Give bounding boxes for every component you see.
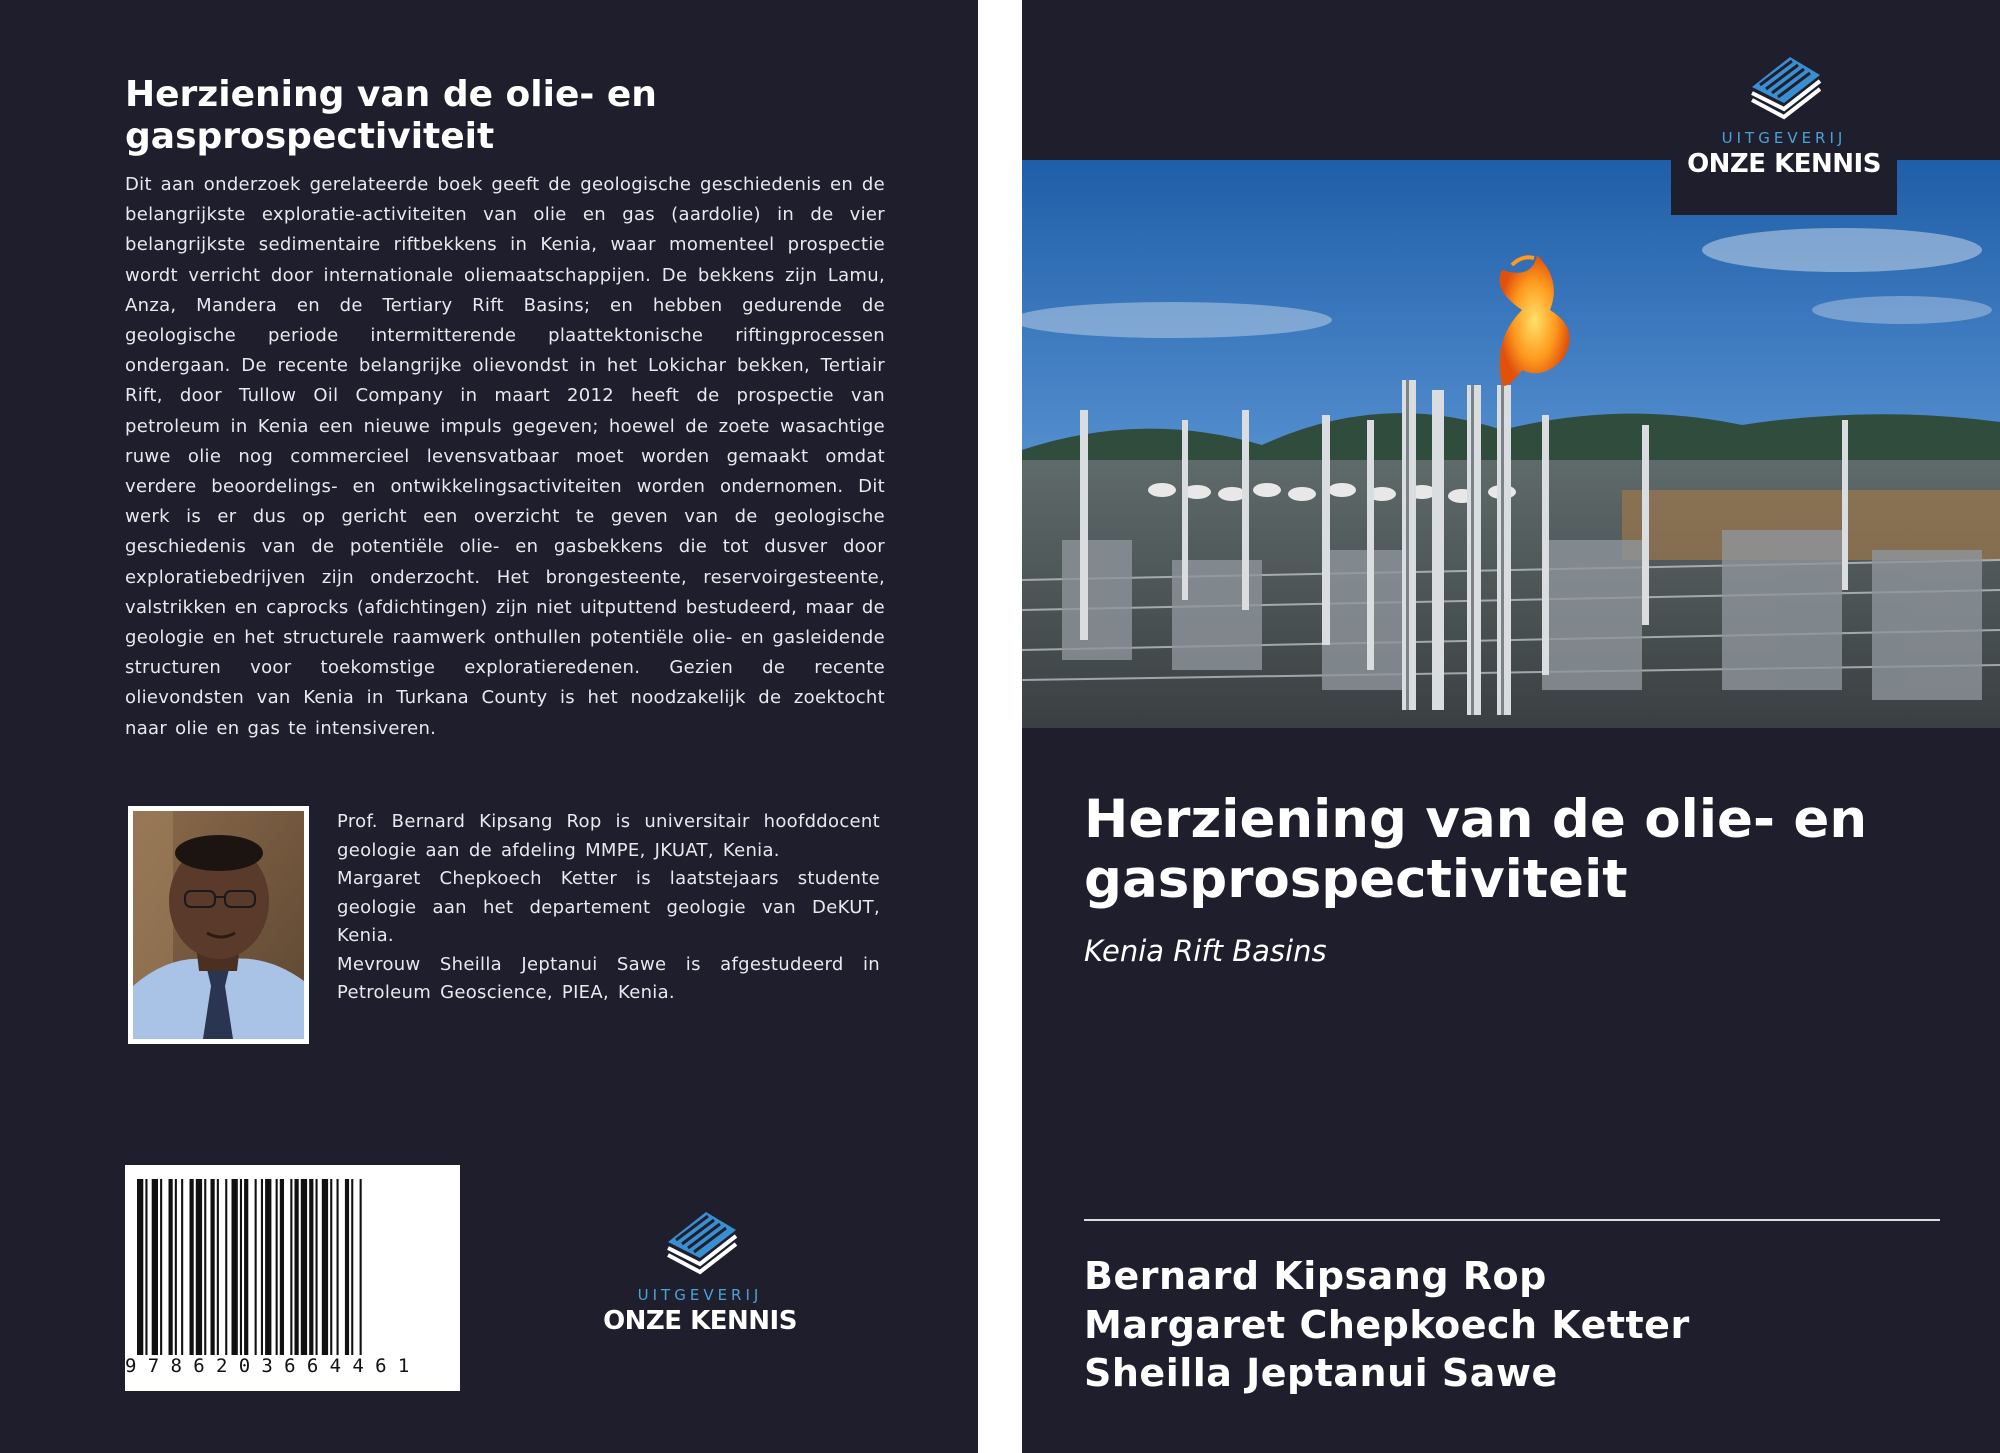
- barcode-bar: [181, 1179, 183, 1361]
- barcode-bar: [225, 1179, 227, 1361]
- isbn-barcode: [125, 1165, 460, 1391]
- bio-paragraph: Margaret Chepkoech Ketter is laatstejaars studente geologie aan het departement geologie van DeKUT, Kenia.: [337, 868, 880, 946]
- bio-paragraph: Mevrouw Sheilla Jeptanui Sawe is afgestudeerd in Petroleum Geoscience, PIEA, Kenia.: [337, 953, 880, 1003]
- book-title: Herziening van de olie- en gasprospectiviteit: [1084, 789, 1868, 910]
- author-bio: [337, 808, 880, 1008]
- barcode-bar: [217, 1179, 219, 1361]
- barcode-bar: [345, 1179, 349, 1361]
- barcode-bar: [152, 1179, 158, 1361]
- barcode-bar: [276, 1179, 278, 1361]
- publisher-label-big: ONZE KENNIS: [1687, 149, 1881, 179]
- author-name: Sheilla Jeptanui Sawe: [1084, 1351, 1558, 1395]
- back-cover: [0, 0, 978, 1453]
- publisher-label-small: UITGEVERIJ: [1721, 129, 1847, 147]
- barcode-bar: [145, 1179, 147, 1361]
- barcode-bar: [255, 1179, 257, 1361]
- barcode-bar: [265, 1179, 271, 1361]
- book-stack-icon: [660, 1200, 740, 1280]
- barcode-bar: [309, 1179, 313, 1361]
- bio-paragraph: Prof. Bernard Kipsang Rop is universitair hoofddocent geologie aan de afdeling MMPE, JKUAT, Kenia.: [337, 811, 880, 861]
- barcode-bar: [301, 1179, 307, 1361]
- barcode-bar: [295, 1179, 299, 1361]
- barcode-bar: [211, 1179, 215, 1361]
- publisher-label-big: ONZE KENNIS: [603, 1306, 797, 1336]
- back-cover-title: Herziening van de olie- en gasprospectiviteit: [125, 74, 657, 157]
- author-portrait-image: [133, 811, 304, 1039]
- barcode-bar: [360, 1179, 362, 1361]
- barcode-bar: [196, 1179, 202, 1361]
- barcode-bar: [337, 1179, 339, 1361]
- barcode-bar: [190, 1179, 194, 1361]
- author-list: [1084, 1252, 1690, 1398]
- cover-photo-refinery: [1022, 160, 2000, 728]
- barcode-bar: [280, 1179, 284, 1361]
- barcode-bar: [322, 1179, 328, 1361]
- barcode-bar: [351, 1179, 353, 1361]
- barcode-bar: [244, 1179, 248, 1361]
- back-cover-blurb: Dit aan onderzoek gerelateerde boek geeft de geologische geschiedenis en de belangrijkste exploratie-activiteiten van olie en gas (aardolie) in de vier belangrijkste sedimentaire riftbekkens in Kenia, waar momenteel prospectie wordt verricht door internationale oliemaatschappijen. De bekkens zijn Lamu, Anza, Mandera en de Tertiary Rift Basins; en hebben gedurende de geologische periode intermitterende plaattektonische riftingprocessen ondergaan. De recente belangrijke olievondst in het Lokichar bekken, Tertiair Rift, door Tullow Oil Company in maart 2012 heeft de prospectie van petroleum in Kenia een nieuwe impuls gegeven; hoewel de zoete wasachtige ruwe olie nog commercieel levensvatbaar moet worden gemaakt omdat verdere beoordelings- en ontwikkelingsactiviteiten worden ondernomen. Dit werk is er dus op gericht een overzicht te geven van de geologische geschiedenis van de potentiële olie- en gasbekkens die tot dusver door exploratiebedrijven zijn onderzocht. Het brongesteente, reservoirgesteente, valstrikken en caprocks (afdichtingen) zijn niet uitputtend bestudeerd, maar de geologie en het structurele raamwerk onthullen potentiële olie- en gasleidende structuren voor toekomstige exploratieredenen. Gezien de recente olievondsten van Kenia in Turkana County is het noodzakelijk de zoektocht naar olie en gas te intensiveren.: [125, 174, 885, 739]
- front-cover: [1022, 0, 2000, 1453]
- author-name: Bernard Kipsang Rop: [1084, 1254, 1547, 1298]
- author-photo: [128, 806, 309, 1044]
- divider-line: [1084, 1219, 1940, 1221]
- book-stack-icon: [1744, 45, 1824, 125]
- barcode-bar: [240, 1179, 242, 1361]
- author-name: Margaret Chepkoech Ketter: [1084, 1302, 1690, 1347]
- barcode-bar: [330, 1179, 332, 1361]
- book-spine: [978, 0, 1022, 1453]
- refinery-image: [1022, 160, 2000, 728]
- barcode-bar: [261, 1179, 263, 1361]
- barcode-bar: [169, 1179, 173, 1361]
- front-publisher-logo: [1671, 0, 1897, 215]
- barcode-bar: [160, 1179, 162, 1361]
- back-publisher-logo: [600, 1200, 800, 1360]
- barcode-bar: [232, 1179, 238, 1361]
- barcode-bar: [175, 1179, 177, 1361]
- isbn-number: 9786203664461: [125, 1355, 421, 1377]
- publisher-label-small: UITGEVERIJ: [637, 1286, 763, 1304]
- barcode-bar: [290, 1179, 292, 1361]
- barcode-bar: [204, 1179, 206, 1361]
- barcode-bar: [316, 1179, 318, 1361]
- book-subtitle: Kenia Rift Basins: [1084, 934, 1327, 968]
- barcode-bar: [137, 1179, 143, 1361]
